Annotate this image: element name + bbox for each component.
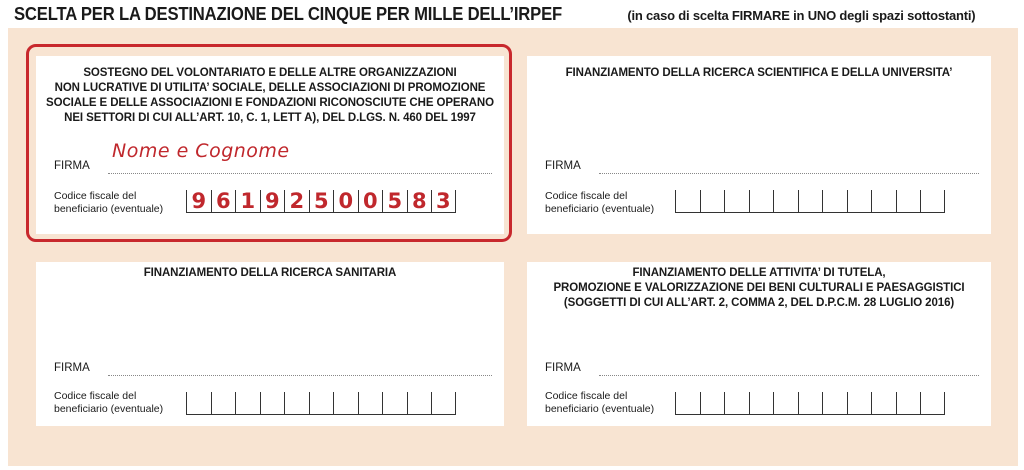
firma-label: FIRMA: [54, 362, 90, 374]
cf-digit[interactable]: [896, 392, 921, 414]
page-title-note: (in caso di scelta FIRMARE in UNO degli spazi sottostanti): [627, 8, 976, 23]
cf-digit[interactable]: [211, 392, 236, 414]
cf-digit[interactable]: 1: [235, 190, 260, 212]
firma-signature-line[interactable]: [108, 375, 492, 376]
box-title: FINANZIAMENTO DELLA RICERCA SCIENTIFICA E DELLA UNIVERSITA’: [565, 67, 953, 79]
cf-digit[interactable]: 0: [358, 190, 383, 212]
box-ricerca-sanitaria: [36, 262, 504, 426]
codice-fiscale-label: Codice fiscale del beneficiario (eventuale): [545, 390, 655, 415]
cf-digit[interactable]: [798, 392, 823, 414]
cf-digit[interactable]: [407, 392, 432, 414]
cf-digit[interactable]: 9: [260, 190, 285, 212]
cf-digit[interactable]: [871, 190, 896, 212]
cf-digit[interactable]: [749, 190, 774, 212]
cf-digit[interactable]: [260, 392, 285, 414]
cf-digit[interactable]: [724, 190, 749, 212]
cf-digit[interactable]: [724, 392, 749, 414]
cf-digit[interactable]: [333, 392, 358, 414]
codice-fiscale-grid[interactable]: [186, 392, 456, 415]
cf-digit[interactable]: [284, 392, 309, 414]
box-title: FINANZIAMENTO DELLA RICERCA SANITARIA: [143, 267, 397, 279]
cf-digit[interactable]: [871, 392, 896, 414]
cf-digit[interactable]: 0: [333, 190, 358, 212]
cf-digit[interactable]: [847, 392, 872, 414]
cf-digit[interactable]: [700, 392, 725, 414]
codice-fiscale-label: Codice fiscale del beneficiario (eventuale): [54, 190, 164, 215]
cf-digit[interactable]: [920, 190, 945, 212]
box-title: SOSTEGNO DEL VOLONTARIATO E DELLE ALTRE ORGANIZZAZIONI NON LUCRATIVE DI UTILITA’ SOCIALE, DELLE ASSOCIAZIONI DI PROMOZIONE SOCIALE E DELLE ASSOCIAZIONI E FONDAZIONI RICONOSCIUTE CHE OPERANO NEI SETTORI DI CUI ALL’ART. 10, C. 1, LETT A), DEL D.LGS. N. 460 DEL 1997: [46, 67, 494, 124]
cf-digit[interactable]: [186, 392, 211, 414]
codice-fiscale-grid[interactable]: [186, 190, 456, 213]
cf-digit[interactable]: 9: [186, 190, 211, 212]
firma-label: FIRMA: [545, 160, 581, 172]
firma-label: FIRMA: [54, 160, 90, 172]
cf-digit[interactable]: [798, 190, 823, 212]
firma-signature-line[interactable]: [599, 375, 979, 376]
cf-digit[interactable]: [358, 392, 383, 414]
cf-digit[interactable]: 3: [431, 190, 456, 212]
firma-signature-line[interactable]: [599, 173, 979, 174]
cf-digit[interactable]: 5: [382, 190, 407, 212]
cf-digit[interactable]: [773, 392, 798, 414]
cf-digit[interactable]: [920, 392, 945, 414]
page-header: [14, 3, 975, 25]
cf-digit[interactable]: [822, 392, 847, 414]
cf-digit[interactable]: [822, 190, 847, 212]
firma-label: FIRMA: [545, 362, 581, 374]
codice-fiscale-grid[interactable]: [675, 392, 945, 415]
cf-digit[interactable]: [700, 190, 725, 212]
page-title: SCELTA PER LA DESTINAZIONE DEL CINQUE PER MILLE DELL’IRPEF: [14, 3, 562, 24]
cf-digit[interactable]: [896, 190, 921, 212]
box-beni-culturali: [527, 262, 991, 426]
signature-text: Nome e Cognome: [112, 140, 290, 162]
cf-digit[interactable]: [382, 392, 407, 414]
cf-digit[interactable]: [675, 190, 700, 212]
cf-digit[interactable]: 2: [284, 190, 309, 212]
cf-digit[interactable]: [309, 392, 334, 414]
cf-digit[interactable]: 6: [211, 190, 236, 212]
codice-fiscale-grid[interactable]: [675, 190, 945, 213]
codice-fiscale-label: Codice fiscale del beneficiario (eventuale): [54, 390, 164, 415]
cf-digit[interactable]: [847, 190, 872, 212]
cf-digit[interactable]: 5: [309, 190, 334, 212]
box-ricerca-scientifica: [527, 56, 991, 234]
cf-digit[interactable]: [749, 392, 774, 414]
cf-digit[interactable]: [235, 392, 260, 414]
cf-digit[interactable]: [675, 392, 700, 414]
box-title: FINANZIAMENTO DELLE ATTIVITA’ DI TUTELA, PROMOZIONE E VALORIZZAZIONE DEI BENI CULTURALI E PAESAGGISTICI (SOGGETTI DI CUI ALL’ART. 2, COMMA 2, DEL D.P.C.M. 28 LUGLIO 2016): [553, 267, 965, 309]
cf-digit[interactable]: [773, 190, 798, 212]
box-volontariato: [36, 56, 504, 234]
cf-digit[interactable]: 8: [407, 190, 432, 212]
cf-digit[interactable]: [431, 392, 456, 414]
firma-signature-line[interactable]: [108, 173, 492, 174]
codice-fiscale-label: Codice fiscale del beneficiario (eventuale): [545, 190, 655, 215]
